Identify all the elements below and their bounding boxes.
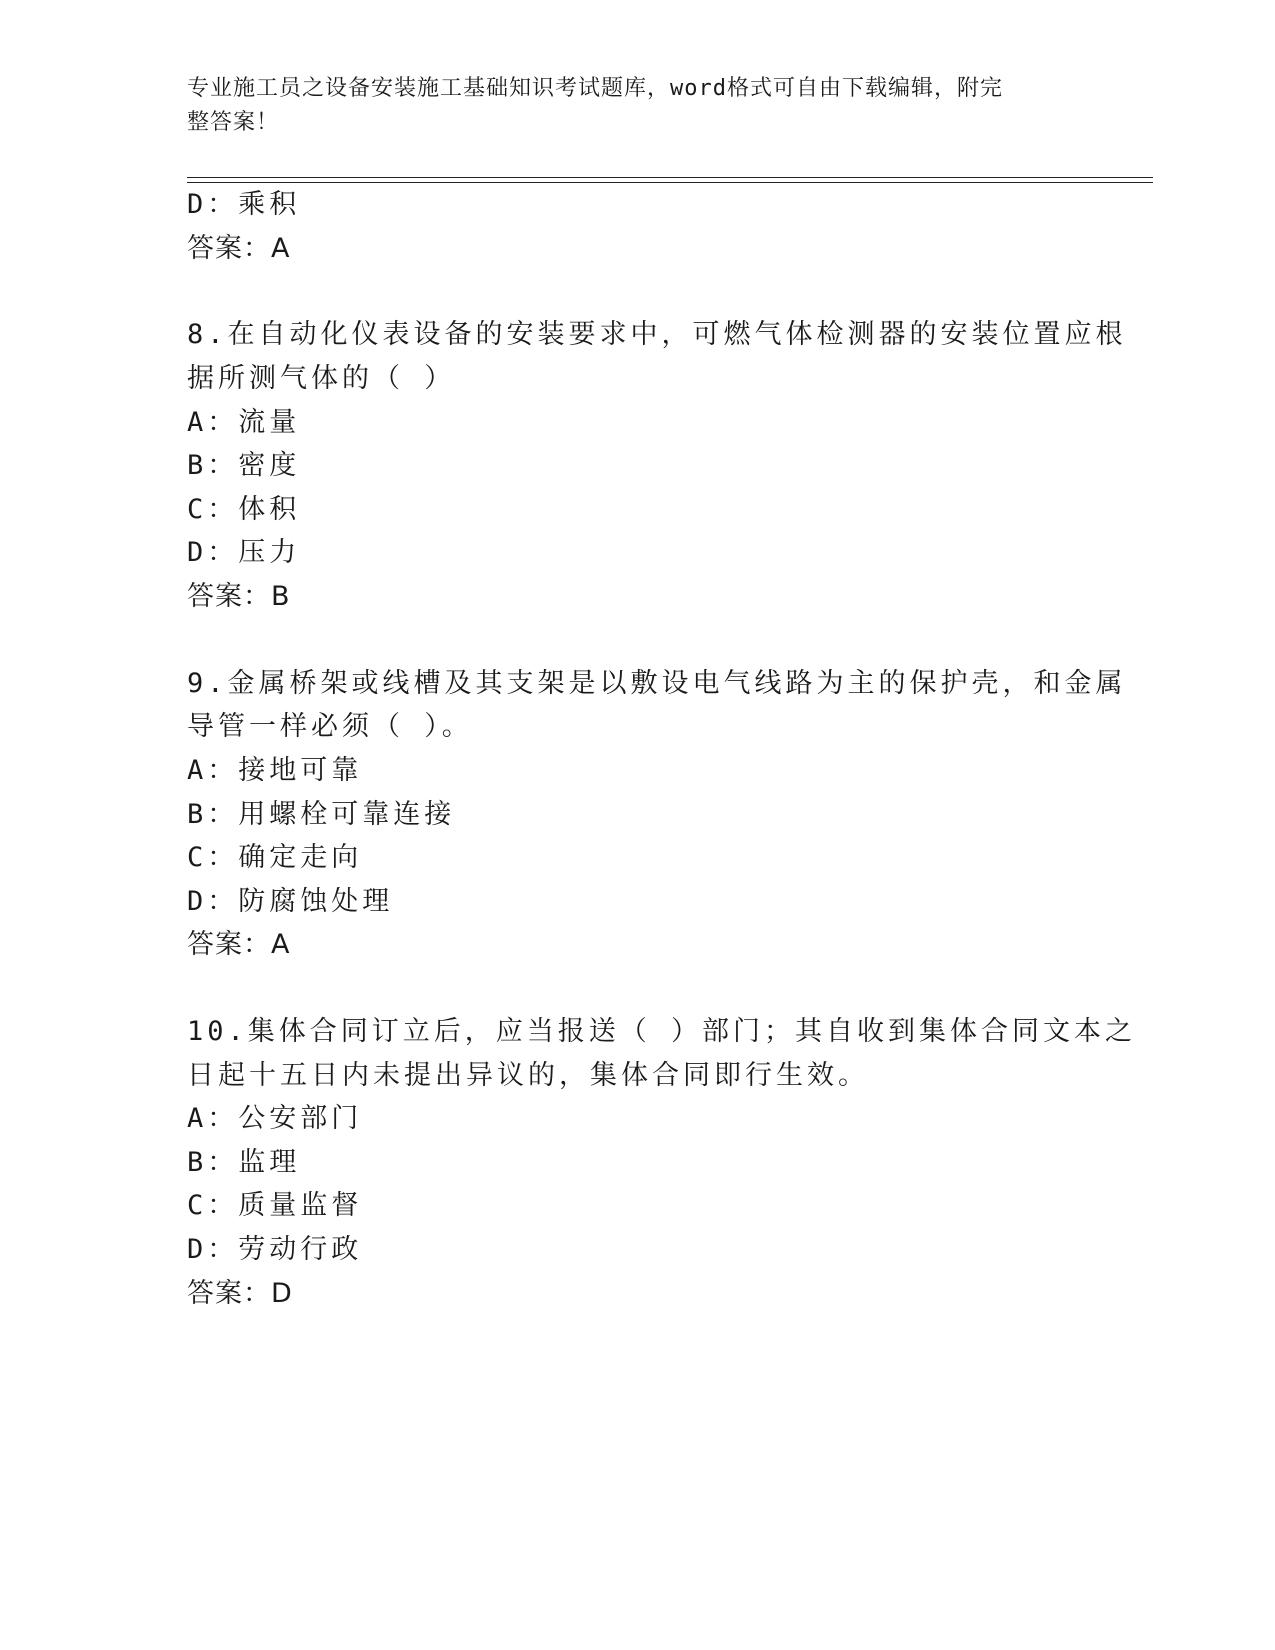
q9-option-a: A：接地可靠: [187, 755, 363, 786]
q10-option-d: D：劳动行政: [187, 1234, 363, 1265]
header-line-2: 整答案！: [187, 110, 280, 135]
q8-option-d: D：压力: [187, 537, 301, 568]
q10-answer: 答案：D: [187, 1278, 293, 1309]
q8-option-b: B：密度: [187, 450, 301, 481]
q10-stem-line-1: 10.集体合同订立后，应当报送（ ）部门；其自收到集体合同文本之: [187, 1016, 1137, 1047]
header-line-1: 专业施工员之设备安装施工基础知识考试题库，word格式可自由下载编辑，附完: [187, 76, 1003, 101]
q7-option-d: D：乘积: [187, 189, 301, 220]
q7-answer: 答案：A: [187, 233, 291, 264]
q9-option-d: D：防腐蚀处理: [187, 886, 394, 917]
header-divider-top: [187, 177, 1153, 178]
q8-option-c: C：体积: [187, 494, 301, 525]
document-header: [187, 72, 1067, 140]
q8-option-a: A：流量: [187, 407, 301, 438]
q8-stem-line-1: 8.在自动化仪表设备的安装要求中，可燃气体检测器的安装位置应根: [187, 319, 1127, 350]
q8-answer: 答案：B: [187, 581, 291, 612]
q9-answer: 答案：A: [187, 929, 291, 960]
header-divider-bottom: [187, 182, 1153, 183]
q10-option-a: A：公安部门: [187, 1103, 363, 1134]
q10-stem-line-2: 日起十五日内未提出异议的，集体合同即行生效。: [187, 1060, 869, 1091]
q9-stem-line-1: 9.金属桥架或线槽及其支架是以敷设电气线路为主的保护壳，和金属: [187, 668, 1127, 699]
q10-option-c: C：质量监督: [187, 1190, 363, 1221]
q9-option-b: B：用螺栓可靠连接: [187, 799, 456, 830]
q8-stem-line-2: 据所测气体的（ ）: [187, 363, 456, 394]
q10-option-b: B：监理: [187, 1147, 301, 1178]
q9-option-c: C：确定走向: [187, 842, 363, 873]
q9-stem-line-2: 导管一样必须（ ）。: [187, 711, 473, 742]
